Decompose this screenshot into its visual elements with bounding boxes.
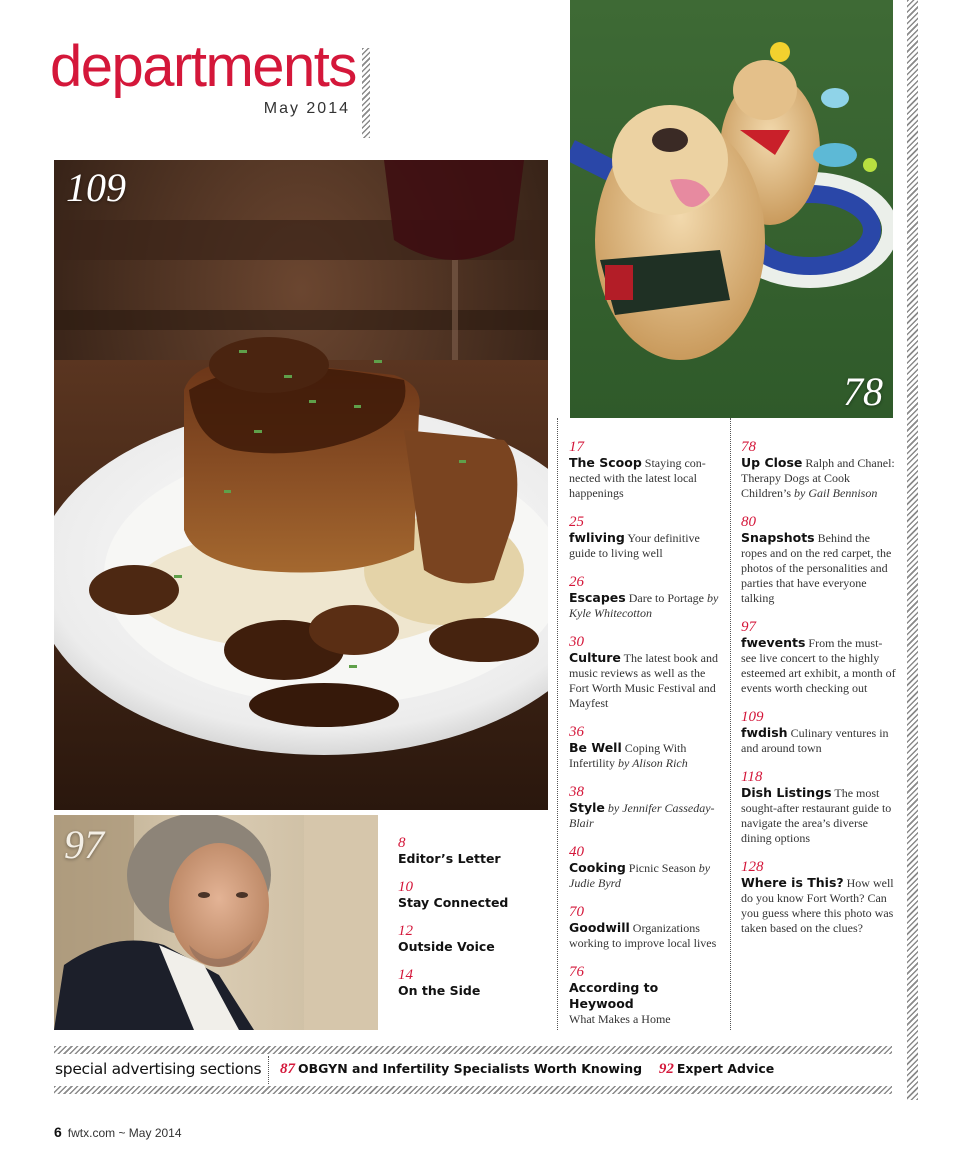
toc-author: by Kyle Whitecotton [569, 591, 719, 620]
toc-entry-fwliving[interactable] [569, 515, 725, 561]
toc-page-number: 26 [569, 574, 584, 590]
folio-page-number: 6 [54, 1124, 62, 1140]
toc-entry-stay-connected[interactable] [398, 880, 508, 910]
toc-author: by Gail Bennison [794, 486, 878, 500]
toc-page-number: 36 [569, 724, 584, 740]
dogs-photo[interactable] [570, 0, 893, 418]
toc-title: Escapes [569, 590, 626, 605]
folio-text: fwtx.com ~ May 2014 [67, 1126, 182, 1140]
toc-title: According to Heywood [569, 980, 659, 1011]
toc-entry-up-close[interactable] [741, 440, 897, 501]
special-sections-divider [268, 1056, 269, 1084]
toc-page-number: 25 [569, 514, 584, 530]
toc-page-number: 80 [741, 514, 756, 530]
special-entry-obgyn[interactable] [280, 1061, 646, 1076]
toc-page-number: 78 [741, 439, 756, 455]
toc-description: Staying con-nected with the latest local happenings [569, 456, 706, 500]
toc-title: The Scoop [569, 455, 642, 470]
toc-title: Culture [569, 650, 621, 665]
food-photo-page-number: 109 [66, 165, 126, 210]
toc-author: by Jennifer Casseday-Blair [569, 801, 715, 830]
toc-entry-on-the-side[interactable] [398, 968, 480, 998]
toc-title: Be Well [569, 740, 622, 755]
issue-date: May 2014 [263, 100, 350, 117]
toc-description: Picnic Season [628, 861, 696, 875]
toc-description: How well do you know Fort Worth? Can you guess where this photo was taken based on the clues? [741, 876, 894, 935]
special-entry-expert-advice[interactable] [659, 1061, 774, 1076]
toc-page-number: 40 [569, 844, 584, 860]
toc-description: What Makes a Home [569, 1012, 671, 1026]
toc-entry-fwevents[interactable] [741, 620, 897, 696]
toc-entry-culture[interactable] [569, 635, 725, 711]
page-title: departments [50, 34, 356, 99]
toc-entry-be-well[interactable] [569, 725, 725, 771]
toc-entry-editors-letter[interactable] [398, 836, 501, 866]
toc-page-number: 118 [741, 769, 763, 785]
toc-title: Editor’s Letter [398, 851, 501, 866]
toc-page-number: 10 [398, 879, 413, 895]
toc-entry-the-scoop[interactable] [569, 440, 725, 501]
special-title: Expert Advice [676, 1061, 775, 1076]
toc-author: by Alison Rich [617, 756, 688, 770]
toc-description: The latest book and music reviews as well as the Fort Worth Music Festival and Mayfest [569, 651, 718, 710]
special-sections-label: special advertising sections [55, 1060, 262, 1078]
portrait-photo-page-number: 97 [64, 822, 104, 867]
toc-entry-snapshots[interactable] [741, 515, 897, 606]
special-page-number: 92 [658, 1061, 674, 1077]
toc-author: by Judie Byrd [569, 861, 711, 890]
toc-description: Your definitive guide to living well [569, 531, 700, 560]
special-band-bottom-border [54, 1086, 892, 1094]
toc-title: Up Close [741, 455, 803, 470]
toc-description: Behind the ropes and on the red carpet, the photos of the personalities and parties that have everyone talking [741, 531, 892, 605]
right-hatched-border [907, 0, 918, 1100]
toc-entry-fwdish[interactable] [741, 710, 897, 756]
toc-page-number: 30 [569, 634, 584, 650]
dogs-photo-page-number: 78 [843, 369, 883, 414]
special-sections-list [280, 1061, 774, 1077]
toc-description: The most sought-after restaurant guide to navigate the area’s diverse dining options [741, 786, 892, 845]
toc-title: fwliving [569, 530, 625, 545]
special-band-top-border [54, 1046, 892, 1054]
toc-title: Goodwill [569, 920, 630, 935]
toc-title: Outside Voice [398, 939, 495, 954]
toc-page-number: 12 [398, 923, 413, 939]
special-title: OBGYN and Infertility Specialists Worth Knowing [298, 1061, 643, 1076]
toc-title: Where is This? [741, 875, 844, 890]
toc-description: Culinary ventures in and around town [741, 726, 889, 755]
toc-page-number: 109 [741, 709, 764, 725]
toc-page-number: 128 [741, 859, 764, 875]
toc-description: Ralph and Chanel: Therapy Dogs at Cook Children’s [741, 456, 895, 500]
toc-description: Coping With Infertility [569, 741, 687, 770]
toc-title: Stay Connected [398, 895, 509, 910]
toc-entry-goodwill[interactable] [569, 905, 725, 951]
toc-title: Snapshots [741, 530, 815, 545]
portrait-photo[interactable] [54, 815, 378, 1030]
dogs-photo-image [570, 0, 893, 418]
toc-page-number: 70 [569, 904, 584, 920]
toc-entry-style[interactable] [569, 785, 725, 831]
special-page-number: 87 [280, 1061, 295, 1077]
toc-description: From the must-see live concert to the highly esteemed art exhibit, a month of events worth checking out [741, 636, 896, 695]
column-divider-left [557, 418, 558, 1030]
toc-entry-cooking[interactable] [569, 845, 725, 891]
column-divider-right [730, 418, 731, 1030]
toc-entry-outside-voice[interactable] [398, 924, 495, 954]
toc-column-right [741, 440, 897, 950]
toc-title: On the Side [398, 983, 481, 998]
toc-page-number: 76 [569, 964, 584, 980]
toc-title: fwdish [741, 725, 788, 740]
toc-title: fwevents [741, 635, 806, 650]
toc-entry-escapes[interactable] [569, 575, 725, 621]
toc-entry-according-to-heywood[interactable] [569, 965, 725, 1027]
toc-entry-dish-listings[interactable] [741, 770, 897, 846]
toc-page-number: 17 [569, 439, 584, 455]
toc-column-middle [569, 440, 725, 1041]
toc-description: Dare to Portage [628, 591, 705, 605]
food-photo[interactable] [54, 160, 548, 810]
title-hatched-divider [362, 48, 370, 138]
toc-title: Dish Listings [741, 785, 832, 800]
toc-title: Style [569, 800, 605, 815]
toc-description: Organizations working to improve local lives [569, 921, 717, 950]
food-photo-image [54, 160, 548, 810]
toc-title: Cooking [569, 860, 626, 875]
toc-entry-where-is-this[interactable] [741, 860, 897, 936]
toc-page-number: 97 [741, 619, 756, 635]
toc-page-number: 14 [398, 967, 413, 983]
page-footer [54, 1124, 182, 1140]
toc-page-number: 8 [398, 835, 406, 851]
toc-page-number: 38 [569, 784, 584, 800]
